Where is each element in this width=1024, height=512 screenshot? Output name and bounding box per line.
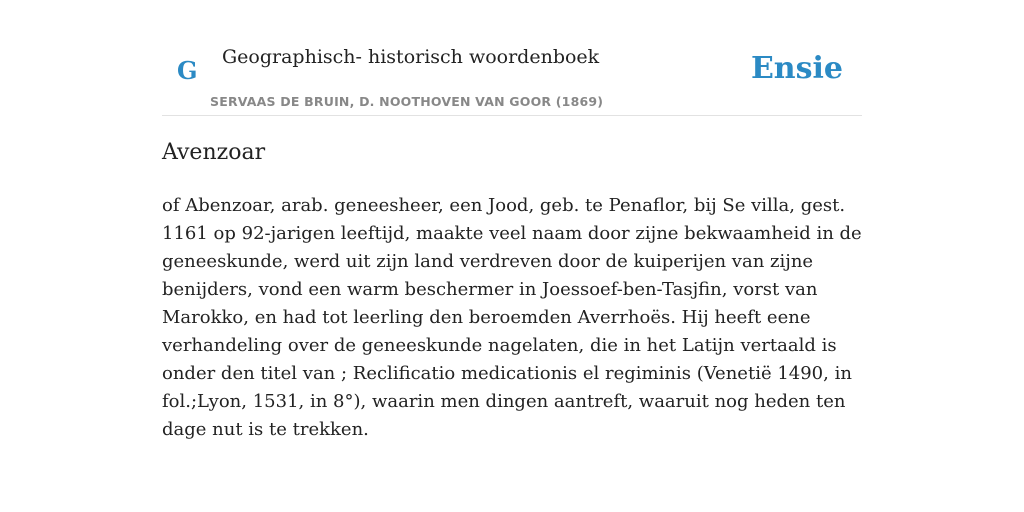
dictionary-authors: SERVAAS DE BRUIN, D. NOOTHOVEN VAN GOOR (1869) — [210, 94, 604, 109]
dictionary-logo-icon[interactable]: G — [177, 56, 198, 85]
dictionary-title[interactable]: Geographisch- historisch woordenboek — [222, 46, 600, 68]
ensie-logo-link[interactable]: Ensie — [750, 51, 843, 86]
dictionary-header — [162, 38, 862, 116]
entry-title: Avenzoar — [162, 140, 266, 165]
entry-body: of Abenzoar, arab. geneesheer, een Jood, geb. te Penaflor, bij Se villa, gest. 1161 op 92-jarigen leeftijd, maakte veel naam door zijne bekwaamheid in de geneeskunde, werd uit zijn land verdreven door de kuiperijen van zijne benijders, vond een warm beschermer in Joessoef-ben-Tasjfin, vorst van Marokko, en had tot leerling den beroemden Averrhoës. Hij heeft eene verhandeling over de geneeskunde nagelaten, die in het Latijn vertaald is onder den titel van ; Reclificatio medicationis el regiminis (Venetië 1490, in fol.;Lyon, 1531, in 8°), waarin men dingen aantreft, waaruit nog heden ten dage nut is te trekken. — [162, 195, 862, 440]
